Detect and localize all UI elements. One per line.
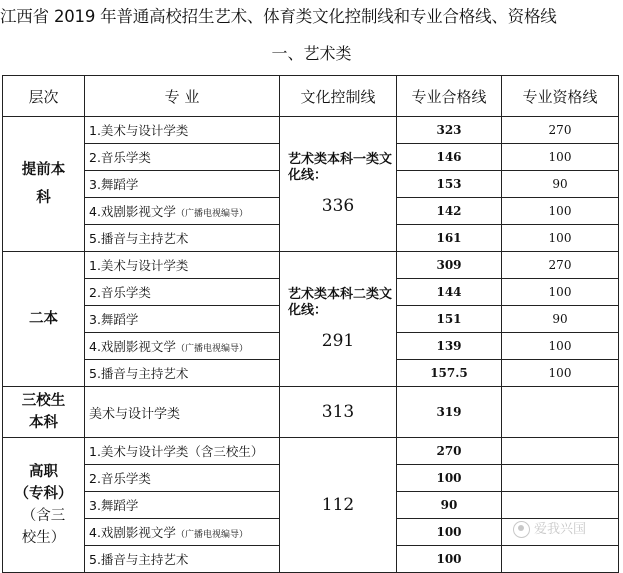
qualify-cell: 90 <box>502 171 619 198</box>
wechat-logo-icon <box>513 521 530 538</box>
control-line-label: 艺术类本科一类文化线： <box>288 152 393 183</box>
pass-cell: 153 <box>397 171 502 198</box>
qualify-cell: 100 <box>502 360 619 387</box>
section-title: 一、艺术类 <box>271 44 352 63</box>
page-title: 江西省 2019 年普通高校招生艺术、体育类文化控制线和专业合格线、资格线 <box>0 7 557 26</box>
qualify-cell: 90 <box>502 306 619 333</box>
score-table <box>2 75 619 573</box>
pass-cell: 161 <box>397 225 502 252</box>
pass-cell: 90 <box>397 492 502 519</box>
header-qualify-line: 专业资格线 <box>502 76 619 117</box>
qualify-cell: 100 <box>502 144 619 171</box>
control-line-cell <box>280 438 397 573</box>
table-row <box>3 438 619 465</box>
level-cell-vocational-undergrad: 三校生本科 <box>3 387 85 438</box>
control-line-label: 艺术类本科二类文化线： <box>288 287 393 318</box>
qualify-cell <box>502 438 619 465</box>
control-line-score: 112 <box>321 495 355 515</box>
major-cell: 5.播音与主持艺术 <box>85 360 280 387</box>
qualify-cell: 100 <box>502 279 619 306</box>
major-cell: 2.音乐学类 <box>85 465 280 492</box>
qualify-cell <box>502 465 619 492</box>
header-level: 层次 <box>3 76 85 117</box>
control-line-cell <box>280 117 397 252</box>
watermark <box>513 518 586 538</box>
level-sub-label: （专科） <box>14 485 73 502</box>
qualify-cell: 100 <box>502 333 619 360</box>
table-header-row <box>3 76 619 117</box>
major-cell: 5.播音与主持艺术 <box>85 225 280 252</box>
qualify-cell <box>502 492 619 519</box>
pass-cell: 270 <box>397 438 502 465</box>
control-line-cell <box>280 252 397 387</box>
pass-cell: 142 <box>397 198 502 225</box>
level-sub-label-2: （含三校生） <box>21 508 66 546</box>
major-cell: 1.美术与设计学类（含三校生） <box>85 438 280 465</box>
control-line-score: 291 <box>321 331 355 351</box>
qualify-cell: 270 <box>502 117 619 144</box>
qualify-cell <box>502 387 619 438</box>
header-pass-line: 专业合格线 <box>397 76 502 117</box>
major-cell: 1.美术与设计学类 <box>85 252 280 279</box>
header-major: 专 业 <box>85 76 280 117</box>
pass-cell: 139 <box>397 333 502 360</box>
major-cell: 5.播音与主持艺术 <box>85 546 280 573</box>
control-line-score: 313 <box>321 402 355 422</box>
major-cell: 3.舞蹈学 <box>85 492 280 519</box>
pass-cell: 146 <box>397 144 502 171</box>
major-cell: 4.戏剧影视文学（广播电视编导） <box>85 333 280 360</box>
major-cell: 2.音乐学类 <box>85 279 280 306</box>
major-cell: 4.戏剧影视文学（广播电视编导） <box>85 198 280 225</box>
control-line-score: 336 <box>321 196 355 216</box>
major-cell: 4.戏剧影视文学（广播电视编导） <box>85 519 280 546</box>
pass-cell: 144 <box>397 279 502 306</box>
level-main-label: 高职 <box>29 463 58 480</box>
pass-cell: 157.5 <box>397 360 502 387</box>
pass-cell: 151 <box>397 306 502 333</box>
pass-cell: 100 <box>397 519 502 546</box>
major-cell: 3.舞蹈学 <box>85 306 280 333</box>
major-cell: 2.音乐学类 <box>85 144 280 171</box>
pass-cell: 100 <box>397 546 502 573</box>
table-row <box>3 252 619 279</box>
major-cell: 3.舞蹈学 <box>85 171 280 198</box>
pass-cell: 323 <box>397 117 502 144</box>
qualify-cell: 100 <box>502 198 619 225</box>
pass-cell: 309 <box>397 252 502 279</box>
major-cell: 1.美术与设计学类 <box>85 117 280 144</box>
major-cell: 美术与设计学类 <box>85 387 280 438</box>
pass-cell: 319 <box>397 387 502 438</box>
qualify-cell: 270 <box>502 252 619 279</box>
table-row <box>3 387 619 438</box>
control-line-cell <box>280 387 397 438</box>
qualify-cell <box>502 546 619 573</box>
header-control-line: 文化控制线 <box>280 76 397 117</box>
qualify-cell: 100 <box>502 225 619 252</box>
level-cell-higher-vocational <box>3 438 85 573</box>
level-cell-early-undergrad: 提前本科 <box>3 117 85 252</box>
watermark-text: 爱我兴国 <box>534 522 587 537</box>
pass-cell: 100 <box>397 465 502 492</box>
level-cell-second-undergrad: 二本 <box>3 252 85 387</box>
table-row <box>3 117 619 144</box>
